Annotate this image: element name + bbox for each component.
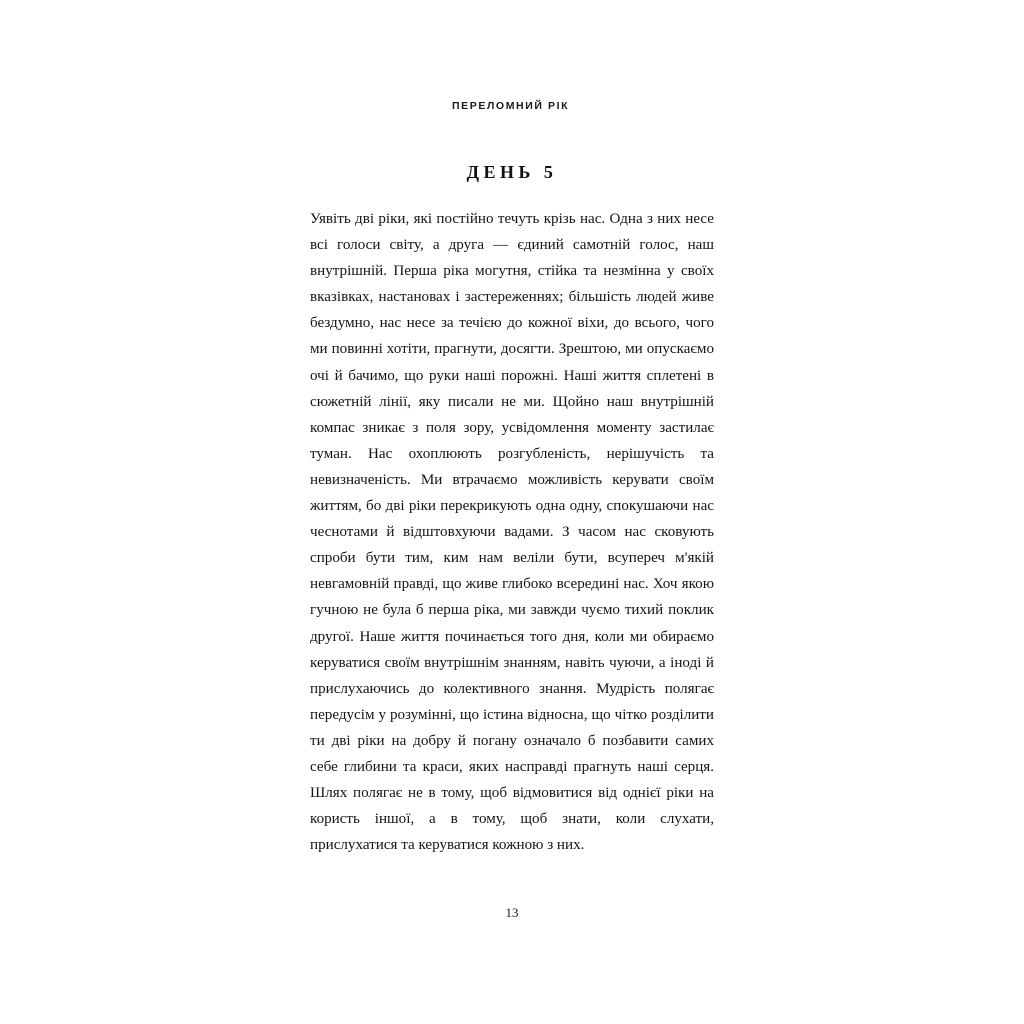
page-number: 13: [505, 905, 519, 920]
running-head: ПЕРЕЛОМНИЙ РІК: [452, 100, 570, 112]
chapter-title: ДЕНЬ 5: [466, 162, 558, 182]
body-text-block: [310, 206, 714, 858]
body-paragraph: Уявіть дві ріки, які постійно течуть крізь нас. Одна з них несе всі голоси світу, а друга — єдиний самотній голос, наш внутрішній. Перша ріка могутня, стійка та незмінна у своїх вказівках, настановах і застереженнях; більшість людей живе бездумно, нас несе за течією до кожної віхи, до всього, чого ми повинні хотіти, прагнути, досягти. Зрештою, ми опускаємо очі й бачимо, що руки наші порожні. Наші життя сплетені в сюжетній лінії, яку писали не ми. Щойно наш внутрішній компас зникає з поля зору, усвідомлення моменту застилає туман. Нас охоплюють розгубленість, нерішучість та невизначеність. Ми втрачаємо можливість керувати своїм життям, бо дві ріки перекрикують одна одну, спокушаючи нас чеснотами й відштовхуючи вадами. З часом нас сковують спроби бути тим, ким нам веліли бути, всупереч м'якій невгамовній правді, що живе глибоко всередині нас. Хоч якою гучною не була б перша ріка, ми завжди чуємо тихий поклик другої. Наше життя починається того дня, коли ми обираємо керуватися своїм внутрішнім знанням, навіть чуючи, а іноді й прислухаючись до колективного знання. Мудрість полягає передусім у розумінні, що істина відносна, що чітко розділити ти дві ріки на добру й погану означало б позбавити самих себе глибини та краси, яких насправді прагнуть наші серця. Шлях полягає не в тому, щоб відмовитися від однієї ріки на користь іншої, а в тому, щоб знати, коли слухати, прислухатися та керуватися кожною з них.: [310, 211, 714, 854]
